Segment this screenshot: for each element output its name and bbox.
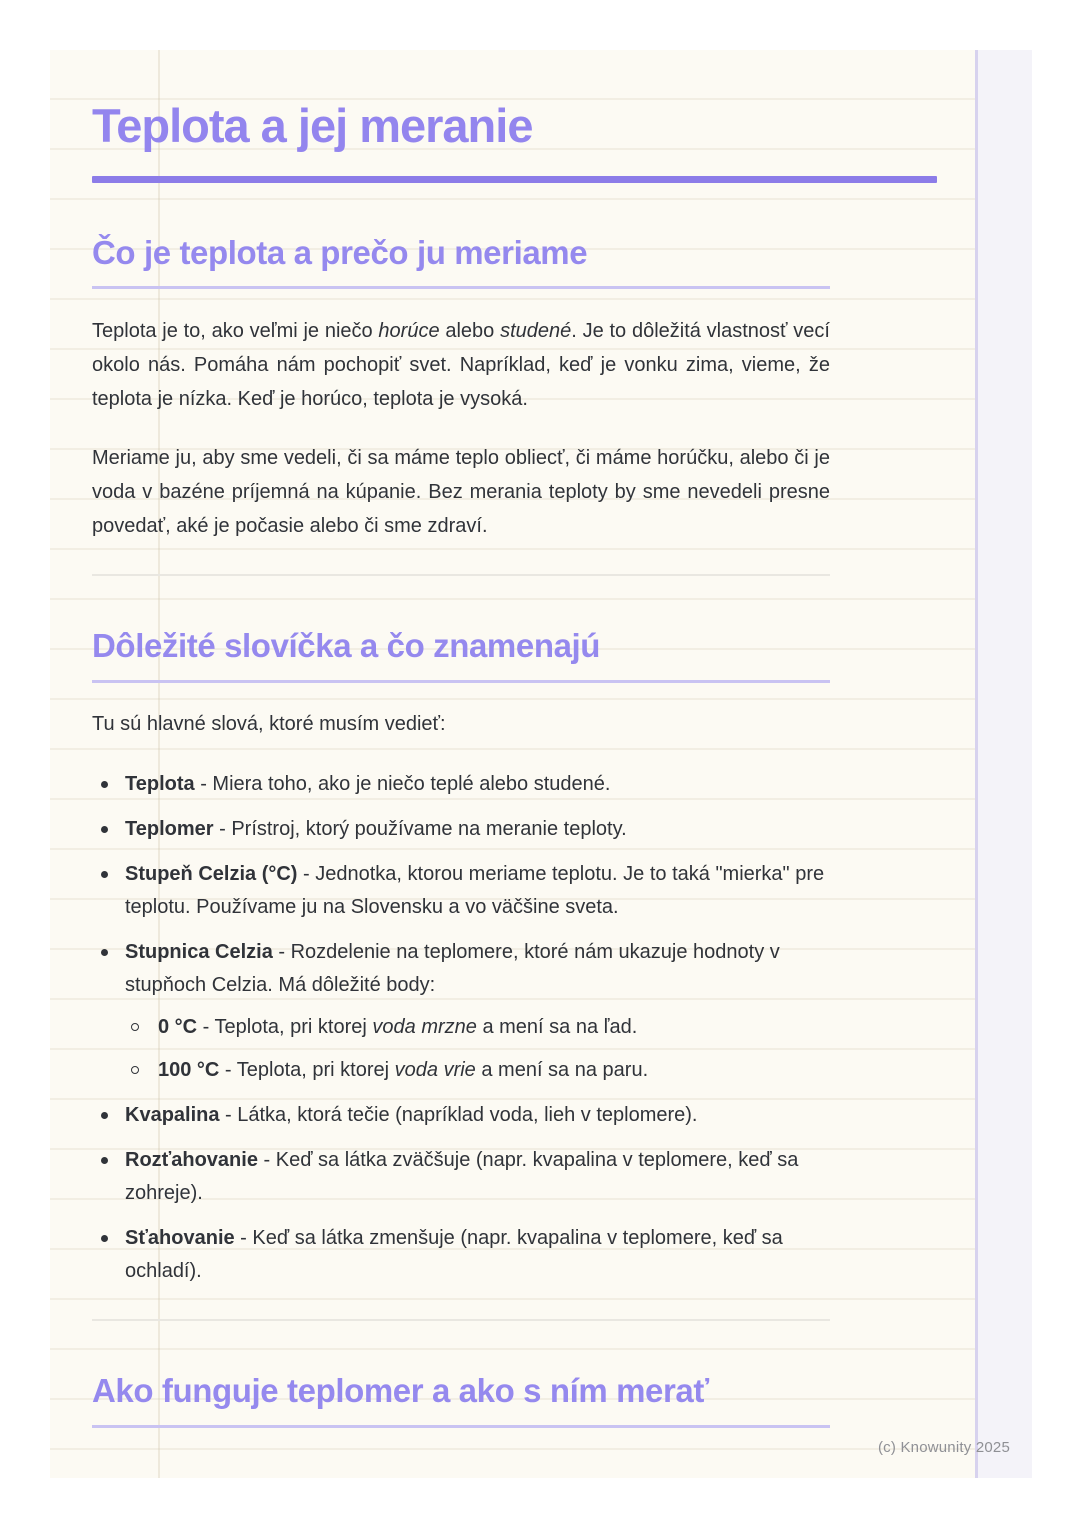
list-item <box>92 936 830 1087</box>
sublist-item <box>125 1054 830 1087</box>
term: Stupnica Celzia <box>125 940 273 963</box>
italic-run: studené <box>500 320 572 343</box>
text-run: alebo <box>439 320 501 343</box>
term: Teplomer <box>125 817 214 840</box>
definition: - Látka, ktorá tečie (napríklad voda, lieh v teplomere). <box>219 1103 698 1126</box>
text-run: a mení sa na ľad. <box>476 1015 638 1038</box>
definition: - Jednotka, ktorou meriame teplotu. Je to taká "mierka" pre teplotu. Používame ju na Slovensku a vo väčšine sveta. <box>125 862 825 918</box>
term: Kvapalina <box>125 1103 220 1126</box>
paragraph: Meriame ju, aby sme vedeli, či sa máme teplo obliecť, či máme horúčku, alebo či je voda v bazéne príjemná na kúpanie. Bez merania teploty by sme nevedeli presne povedať, aké je počasie alebo či sme zdraví. <box>92 447 830 538</box>
section-vocabulary <box>92 626 830 1288</box>
list-item <box>92 813 830 846</box>
list-item <box>92 1222 830 1288</box>
list-intro: Tu sú hlavné slová, ktoré musím vedieť: <box>92 712 446 735</box>
definition: - Keď sa látka zväčšuje (napr. kvapalina v teplomere, keď sa zohreje). <box>125 1148 799 1204</box>
paragraph <box>92 314 830 416</box>
term: Stupeň Celzia (°C) <box>125 862 298 885</box>
page-content <box>92 101 830 1428</box>
term: 0 °C <box>158 1015 198 1038</box>
section-divider <box>92 1319 830 1321</box>
term: Teplota <box>125 772 195 795</box>
list-item <box>92 858 830 924</box>
definition: - Keď sa látka zmenšuje (napr. kvapalina v teplomere, keď sa ochladí). <box>125 1226 783 1282</box>
vocabulary-list <box>92 768 830 1288</box>
italic-run: voda vrie <box>394 1058 476 1081</box>
section-what-is-temperature <box>92 233 830 544</box>
definition: - Miera toho, ako je niečo teplé alebo studené. <box>194 772 611 795</box>
text-run: Teplota je to, ako veľmi je niečo <box>92 320 379 343</box>
page-title: Teplota a jej meranie <box>92 99 533 152</box>
text-run: - Teplota, pri ktorej <box>219 1058 395 1081</box>
definition: - Rozdelenie na teplomere, ktoré nám ukazuje hodnoty v stupňoch Celzia. Má dôležité body: <box>125 940 780 996</box>
text-run: a mení sa na paru. <box>475 1058 649 1081</box>
section-heading: Čo je teplota a prečo ju meriame <box>92 233 830 290</box>
section-heading: Dôležité slovíčka a čo znamenajú <box>92 626 830 683</box>
term: Rozťahovanie <box>125 1148 258 1171</box>
italic-run: voda mrzne <box>372 1015 477 1038</box>
italic-run: horúce <box>378 320 440 343</box>
text-run: - Teplota, pri ktorej <box>197 1015 373 1038</box>
sublist-item <box>125 1011 830 1044</box>
list-item <box>92 1144 830 1210</box>
copyright-footer: (c) Knowunity 2025 <box>877 1439 1010 1456</box>
section-how-thermometer-works <box>92 1371 830 1428</box>
definition: - Prístroj, ktorý používame na meranie teploty. <box>213 817 627 840</box>
term: Sťahovanie <box>125 1226 235 1249</box>
page-edge-strip <box>975 50 1032 1478</box>
section-heading: Ako funguje teplomer a ako s ním merať <box>92 1371 830 1428</box>
sublist-celsius-points <box>125 1011 830 1087</box>
text-run: . Je to dôležitá vlastnosť vecí okolo nás. Pomáha nám pochopiť svet. Napríklad, keď je vonku zima, vieme, že teplota je nízka. Keď je horúco, teplota je vysoká. <box>92 320 830 411</box>
list-item <box>92 768 830 801</box>
section-divider <box>92 574 830 576</box>
document-page <box>50 50 1032 1478</box>
term: 100 °C <box>158 1058 220 1081</box>
list-item <box>92 1099 830 1132</box>
title-underline-rule <box>92 176 937 183</box>
